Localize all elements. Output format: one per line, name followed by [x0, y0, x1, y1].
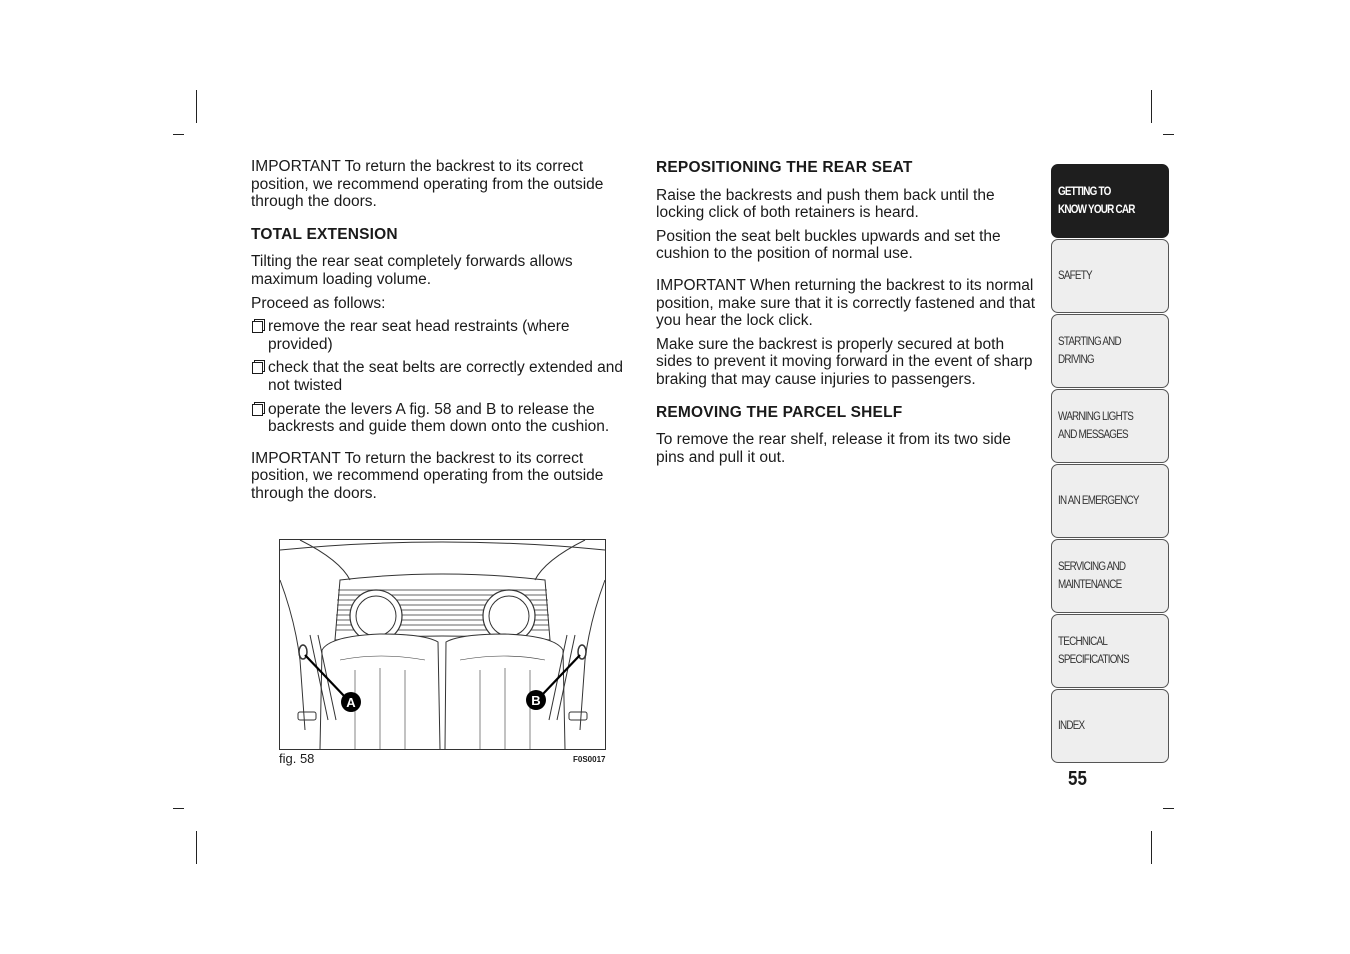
- important-note-top: IMPORTANT To return the backrest to its correct position, we recommend operating from the outside through the doors.: [251, 158, 604, 211]
- crop-mark: [1163, 808, 1174, 809]
- repositioning-paragraph: Raise the backrests and push them back until the locking click of both retainers is heard.: [656, 186, 995, 222]
- crop-mark: [1151, 90, 1152, 123]
- crop-mark: [196, 831, 197, 864]
- tab-index[interactable]: INDEX: [1051, 689, 1169, 763]
- checkbox-bullet-icon: [252, 404, 263, 416]
- repositioning-important: IMPORTANT When returning the backrest to its normal position, make sure that it is correctly fastened and that you hear the lock click.: [656, 276, 1036, 330]
- crop-mark: [1151, 831, 1152, 864]
- repositioning-warning: Make sure the backrest is properly secured at both sides to prevent it moving forward in the event of sharp braking that may cause injuries to passengers.: [656, 335, 1033, 388]
- proceed-text: Proceed as follows:: [251, 294, 386, 312]
- tab-safety[interactable]: SAFETY: [1051, 239, 1169, 313]
- list-item: operate the levers A fig. 58 and B to release the backrests and guide them down onto the cushion.: [251, 401, 631, 436]
- label-b: B: [531, 693, 541, 708]
- tab-warning-lights-and-messages[interactable]: WARNING LIGHTS AND MESSAGES: [1051, 389, 1169, 463]
- tab-getting-to-know-your-car[interactable]: GETTING TO KNOW YOUR CAR: [1051, 164, 1169, 238]
- rear-seat-drawing: [280, 540, 605, 749]
- crop-mark: [173, 134, 184, 135]
- crop-mark: [196, 90, 197, 123]
- parcel-shelf-text: To remove the rear shelf, release it from its two side pins and pull it out.: [656, 431, 1011, 466]
- repositioning-heading: REPOSITIONING THE REAR SEAT: [656, 159, 913, 176]
- figure-code: F0S0017: [573, 755, 606, 764]
- page-number: 55: [1068, 768, 1087, 790]
- rear-seat-illustration: [279, 539, 606, 750]
- list-item: remove the rear seat head restraints (where provided): [251, 318, 631, 353]
- total-extension-intro: Tilting the rear seat completely forwards allows maximum loading volume.: [251, 253, 573, 288]
- right-column: [656, 158, 1036, 472]
- tab-servicing-and-maintenance[interactable]: SERVICING AND MAINTENANCE: [1051, 539, 1169, 613]
- parcel-shelf-heading: REMOVING THE PARCEL SHELF: [656, 403, 903, 421]
- tab-starting-and-driving[interactable]: STARTING AND DRIVING: [1051, 314, 1169, 388]
- crop-mark: [1163, 134, 1174, 135]
- repositioning-paragraph: Position the seat belt buckles upwards and set the cushion to the position of normal use.: [656, 227, 1001, 263]
- important-note-bottom: IMPORTANT To return the backrest to its correct position, we recommend operating from the outside through the doors.: [251, 449, 604, 502]
- figure-caption: fig. 58: [279, 751, 315, 766]
- checkbox-bullet-icon: [252, 321, 263, 333]
- left-column: [251, 158, 631, 509]
- chapter-tabs: [1051, 164, 1169, 764]
- tab-in-an-emergency[interactable]: IN AN EMERGENCY: [1051, 464, 1169, 538]
- label-a: A: [346, 695, 356, 710]
- crop-mark: [173, 808, 184, 809]
- total-extension-heading: TOTAL EXTENSION: [251, 225, 398, 243]
- checkbox-bullet-icon: [252, 362, 263, 374]
- tab-technical-specifications[interactable]: TECHNICAL SPECIFICATIONS: [1051, 614, 1169, 688]
- list-item: check that the seat belts are correctly extended and not twisted: [251, 359, 631, 394]
